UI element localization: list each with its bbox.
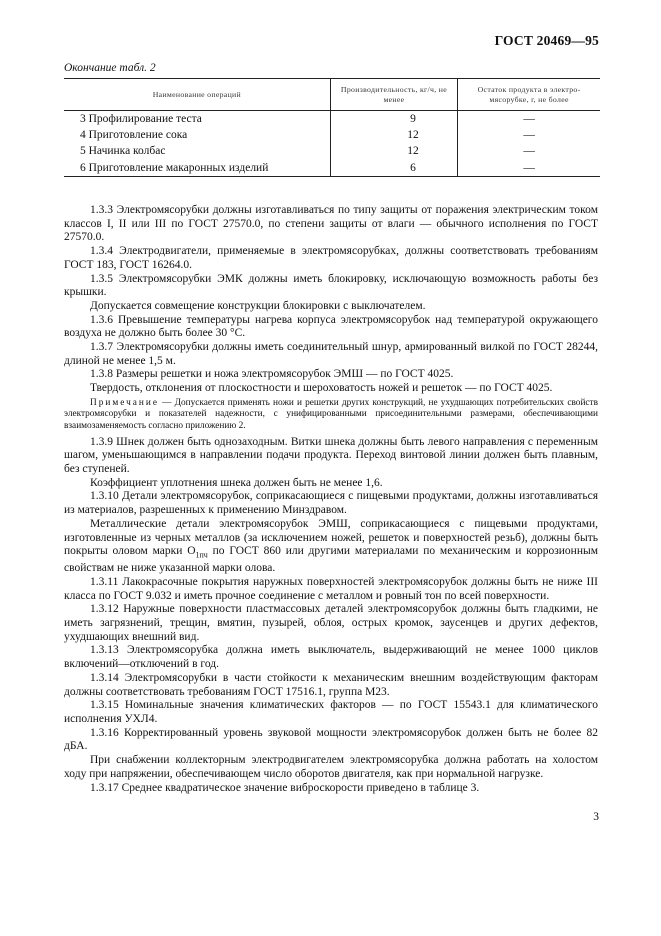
- cell-operation: 4 Приготовление сока: [80, 129, 188, 141]
- table-row: [64, 111, 600, 128]
- clause-1-3-9-coefficient: Коэффициент уплотнения шнека должен быть не менее 1,6.: [90, 476, 383, 489]
- cell-productivity: 6: [330, 159, 457, 177]
- clause-1-3-8: 1.3.8 Размеры решетки и ножа электромясорубок ЭМШ — по ГОСТ 4025.: [90, 368, 454, 381]
- body-text: [64, 204, 598, 795]
- clause-1-3-13: 1.3.13 Электромясорубка должна иметь выключатель, выдерживающий не менее 1000 циклов включений—отключений в год.: [64, 644, 598, 671]
- clause-1-3-3: 1.3.3 Электромясорубки должны изготавливаться по типу защиты от поражения электрическим током классов I, II или III по ГОСТ 27570.0, по степени защиты от влаги — обычного исполнения по ГОСТ 27570.0.: [64, 204, 598, 244]
- column-header-operation: Наименование операций: [64, 79, 330, 111]
- clause-1-3-5: 1.3.5 Электромясорубки ЭМК должны иметь блокировку, исключающую возможность работы без крышки.: [64, 272, 598, 299]
- cell-productivity: 12: [330, 127, 457, 143]
- column-header-productivity: Производительность, кг/ч, не менее: [330, 79, 457, 111]
- clause-1-3-6: 1.3.6 Превышение температуры нагрева корпуса электромясорубок над температурой окружающего воздуха не должно быть более 30 °С.: [64, 313, 598, 340]
- cell-residue: —: [458, 159, 600, 177]
- cell-residue: —: [458, 111, 600, 128]
- clause-1-3-10-metal: [64, 518, 598, 576]
- metal-text-a: Металлические детали электромясорубок ЭМШ, соприкасающиеся с пищевыми продуктами, изготовленные из черных металлов (за исключением ножей, решеток и поверхностей резьб), должны быть покрыты оловом марки О: [64, 517, 598, 558]
- clause-1-3-10: 1.3.10 Детали электромясорубок, соприкасающиеся с пищевыми продуктами, должны изготавливаться из материалов, разрешенных к применению Минздравом.: [64, 490, 598, 517]
- page-number: 3: [593, 811, 599, 823]
- operations-table: [64, 78, 600, 177]
- clause-1-3-15: 1.3.15 Номинальные значения климатических факторов — по ГОСТ 15543.1 для климатического исполнения УХЛ4.: [64, 699, 598, 725]
- table-row: [64, 127, 600, 143]
- cell-productivity: 12: [330, 143, 457, 159]
- clause-1-3-14: 1.3.14 Электромясорубки в части стойкости к механическим внешним воздействующим факторам должны соответствовать требованиям ГОСТ 17516.1, группа М23.: [64, 671, 598, 698]
- cell-operation: 3 Профилирование теста: [80, 113, 202, 125]
- clause-1-3-9: 1.3.9 Шнек должен быть однозаходным. Витки шнека должны быть левого направления с переменным шагом, уменьшающимся в направлении подачи продукта. Переход винтовой линии должен быть плавным, без ступеней.: [64, 435, 598, 476]
- clause-1-3-4: 1.3.4 Электродвигатели, применяемые в электромясорубках, должны соответствовать требованиям ГОСТ 183, ГОСТ 16264.0.: [64, 245, 598, 271]
- tin-grade-subscript: 1пч: [195, 550, 208, 560]
- cell-residue: —: [458, 143, 600, 159]
- clause-1-3-7: 1.3.7 Электромясорубки должны иметь соединительный шнур, армированный вилкой по ГОСТ 28244, длиной не менее 1,5 м.: [64, 341, 598, 367]
- cell-residue: —: [458, 127, 600, 143]
- column-header-residue: Остаток продукта в электро-мясорубке, г, не более: [458, 79, 600, 111]
- note-label: Примечание: [90, 397, 159, 408]
- table-row: [64, 143, 600, 159]
- cell-operation: 6 Приготовление макаронных изделий: [64, 159, 330, 177]
- clause-1-3-16-collector: При снабжении коллекторным электродвигателем электромясорубка должна работать на холостом ходу при напряжении, обеспечивающем число оборотов двигателя, как при нормальной нагрузке.: [64, 754, 598, 780]
- clause-1-3-17: 1.3.17 Среднее квадратическое значение виброскорости приведено в таблице 3.: [90, 781, 480, 794]
- table-row: [64, 159, 600, 177]
- note-text: — Допускается применять ножи и решетки других конструкций, не ухудшающих потребительских свойств электромясорубки и показателей надежности, с унифицированными присоединительными размерами, обеспечивающими взаимозаменяемость согласно приложению 2.: [64, 397, 598, 432]
- clause-1-3-16: 1.3.16 Корректированный уровень звуковой мощности электромясорубок должен быть не более 82 дБА.: [64, 726, 598, 753]
- clause-1-3-11: 1.3.11 Лакокрасочные покрытия наружных поверхностей электромясорубок должны быть не ниже III класса по ГОСТ 9.032 и иметь прочное соединение с металлом и ровный тон по всей поверхности.: [64, 575, 598, 602]
- cell-productivity: 9: [330, 111, 457, 128]
- clause-1-3-8-hardness: Твердость, отклонения от плоскостности и шероховатость ножей и решеток — по ГОСТ 4025.: [90, 382, 553, 395]
- standard-header: ГОСТ 20469—95: [494, 33, 599, 48]
- table-header-row: [64, 79, 600, 111]
- metal-text-b: по ГОСТ 860 или другими материалами по механическим и коррозионным свойствам не ниже указанной марки олова.: [64, 545, 598, 575]
- clause-1-3-12: 1.3.12 Наружные поверхности пластмассовых деталей электромясорубок должны быть гладкими, не иметь загрязнений, трещин, вмятин, пузырей, облоя, острых кромок, заусенцев и других дефектов, ухудшающих внешний вид.: [64, 603, 598, 643]
- note-paragraph: [64, 398, 598, 433]
- clause-1-3-5-blocking: Допускается совмещение конструкции блокировки с выключателем.: [90, 299, 426, 312]
- table-caption: Окончание табл. 2: [64, 62, 156, 74]
- cell-operation: 5 Начинка колбас: [80, 145, 166, 157]
